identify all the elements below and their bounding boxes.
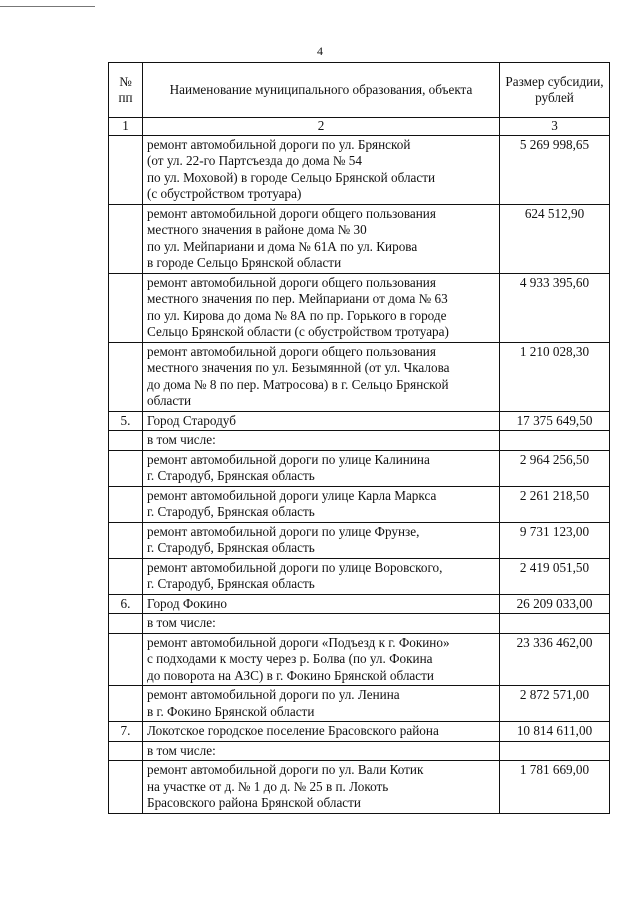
table-row [109, 450, 610, 486]
header-sum: Размер субсидии, рублей [500, 63, 610, 118]
row-name: ремонт автомобильной дороги общего пользования местного значения по ул. Безымянной (от ул. Чкалова до дома № 8 по пер. Матросова) в г. Сельцо Брянской области [143, 342, 500, 411]
column-number: 2 [143, 118, 500, 136]
row-number [109, 273, 143, 342]
row-name: в том числе: [143, 741, 500, 761]
row-name: Локотское городское поселение Брасовского района [143, 722, 500, 742]
row-sum: 2 964 256,50 [500, 450, 610, 486]
row-number [109, 633, 143, 686]
row-number [109, 614, 143, 634]
table-row [109, 522, 610, 558]
row-sum: 5 269 998,65 [500, 135, 610, 204]
row-sum: 10 814 611,00 [500, 722, 610, 742]
table-header-row [109, 63, 610, 118]
table-row [109, 273, 610, 342]
table-row [109, 686, 610, 722]
row-name: Город Стародуб [143, 411, 500, 431]
row-name: ремонт автомобильной дороги по ул. Ленина в г. Фокино Брянской области [143, 686, 500, 722]
row-number [109, 450, 143, 486]
top-rule [0, 6, 95, 7]
row-name: ремонт автомобильной дороги улице Карла Маркса г. Стародуб, Брянская область [143, 486, 500, 522]
table-row [109, 594, 610, 614]
table-row [109, 486, 610, 522]
table-row [109, 204, 610, 273]
table-row [109, 614, 610, 634]
row-number [109, 486, 143, 522]
column-numbers-row [109, 118, 610, 136]
row-sum: 4 933 395,60 [500, 273, 610, 342]
row-number: 5. [109, 411, 143, 431]
row-name: ремонт автомобильной дороги по улице Калинина г. Стародуб, Брянская область [143, 450, 500, 486]
table-row [109, 741, 610, 761]
row-number [109, 761, 143, 814]
row-sum: 23 336 462,00 [500, 633, 610, 686]
row-sum: 2 261 218,50 [500, 486, 610, 522]
row-sum: 1 781 669,00 [500, 761, 610, 814]
row-sum [500, 431, 610, 451]
table-row [109, 411, 610, 431]
table-row [109, 342, 610, 411]
row-number [109, 686, 143, 722]
page-number: 4 [317, 44, 323, 58]
table-row [109, 722, 610, 742]
row-number [109, 135, 143, 204]
column-number: 1 [109, 118, 143, 136]
table-row [109, 135, 610, 204]
table-row [109, 761, 610, 814]
row-sum [500, 741, 610, 761]
row-name: ремонт автомобильной дороги по ул. Брянской (от ул. 22-го Партсъезда до дома № 54 по ул. Моховой) в городе Сельцо Брянской области (с обустройством тротуара) [143, 135, 500, 204]
row-number [109, 558, 143, 594]
row-number [109, 741, 143, 761]
row-name: ремонт автомобильной дороги «Подъезд к г. Фокино» с подходами к мосту через р. Болва (по ул. Фокина до поворота на АЗС) в г. Фокино Брянской области [143, 633, 500, 686]
subsidy-table [108, 62, 610, 814]
row-name: ремонт автомобильной дороги по улице Воровского, г. Стародуб, Брянская область [143, 558, 500, 594]
table-row [109, 558, 610, 594]
row-sum: 2 419 051,50 [500, 558, 610, 594]
row-name: ремонт автомобильной дороги общего пользования местного значения по пер. Мейпариани от дома № 63 по ул. Кирова до дома № 8А по пр. Горького в городе Сельцо Брянской области (с обустройством тротуара) [143, 273, 500, 342]
row-name: в том числе: [143, 431, 500, 451]
header-num: № пп [109, 63, 143, 118]
row-name: Город Фокино [143, 594, 500, 614]
row-sum: 1 210 028,30 [500, 342, 610, 411]
table-row [109, 431, 610, 451]
row-name: в том числе: [143, 614, 500, 634]
row-name: ремонт автомобильной дороги общего пользования местного значения в районе дома № 30 по ул. Мейпариани и дома № 61А по ул. Кирова в городе Сельцо Брянской области [143, 204, 500, 273]
header-name: Наименование муниципального образования, объекта [143, 63, 500, 118]
table-body [109, 135, 610, 813]
table-row [109, 633, 610, 686]
row-number [109, 342, 143, 411]
column-number: 3 [500, 118, 610, 136]
row-name: ремонт автомобильной дороги по ул. Вали Котик на участке от д. № 1 до д. № 25 в п. Локоть Брасовского района Брянской области [143, 761, 500, 814]
row-number [109, 204, 143, 273]
row-number: 7. [109, 722, 143, 742]
row-number [109, 431, 143, 451]
row-sum [500, 614, 610, 634]
row-sum: 624 512,90 [500, 204, 610, 273]
row-sum: 2 872 571,00 [500, 686, 610, 722]
row-sum: 17 375 649,50 [500, 411, 610, 431]
row-sum: 26 209 033,00 [500, 594, 610, 614]
row-number: 6. [109, 594, 143, 614]
row-number [109, 522, 143, 558]
row-sum: 9 731 123,00 [500, 522, 610, 558]
row-name: ремонт автомобильной дороги по улице Фрунзе, г. Стародуб, Брянская область [143, 522, 500, 558]
